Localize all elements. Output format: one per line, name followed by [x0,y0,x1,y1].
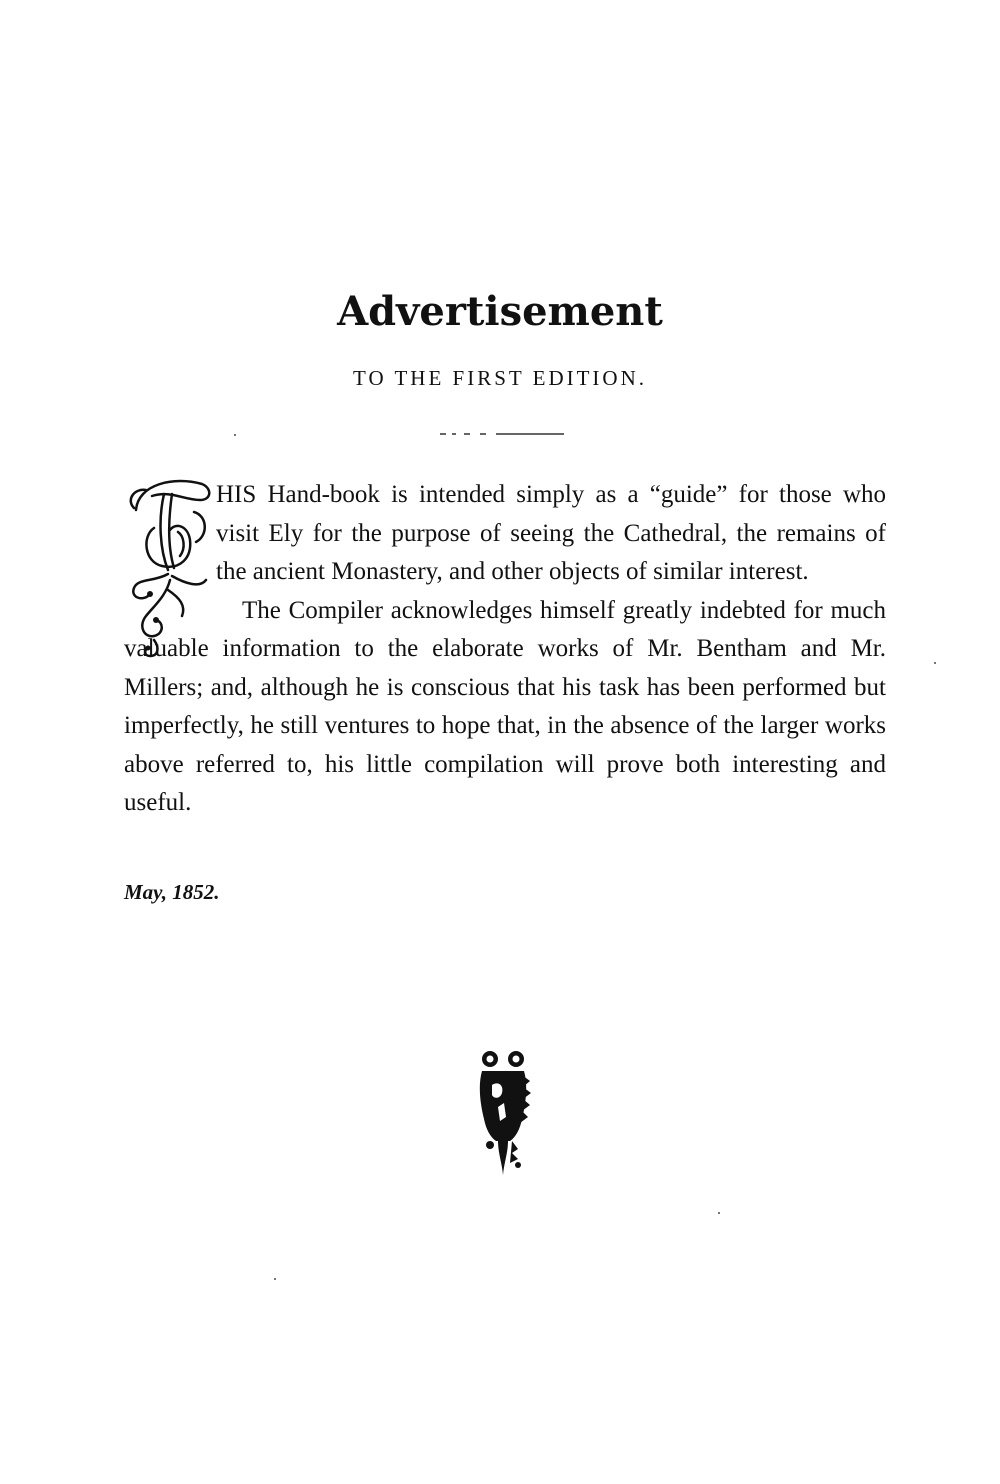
page-title: Advertisement [337,288,663,335]
paper-speck [718,1212,720,1214]
paragraph-1 [124,476,886,592]
paper-speck [234,434,236,436]
title-divider [440,433,570,435]
paragraph-1-text: HIS Hand-book is intended simply as a “guide” for those who visit Ely for the purpose of seeing the Cathedral, the remains of the ancient Monastery, and other objects of similar interest. [216,481,886,585]
signature-date: May, 1852. [124,880,220,904]
fleuron-icon [468,1045,538,1180]
body-text [124,476,886,823]
paragraph-2: The Compiler acknowledges himself greatly indebted for much valuable information to the elaborate works of Mr. Bentham and Mr. Millers; and, although he is conscious that his task has been performed but imperfectly, he still ventures to hope that, in the absence of the larger works above referred to, his little compilation will prove both interesting and useful. [124,596,886,816]
page-subtitle: TO THE FIRST EDITION. [353,366,647,390]
paper-speck [274,1278,276,1280]
paper-speck [934,662,936,664]
